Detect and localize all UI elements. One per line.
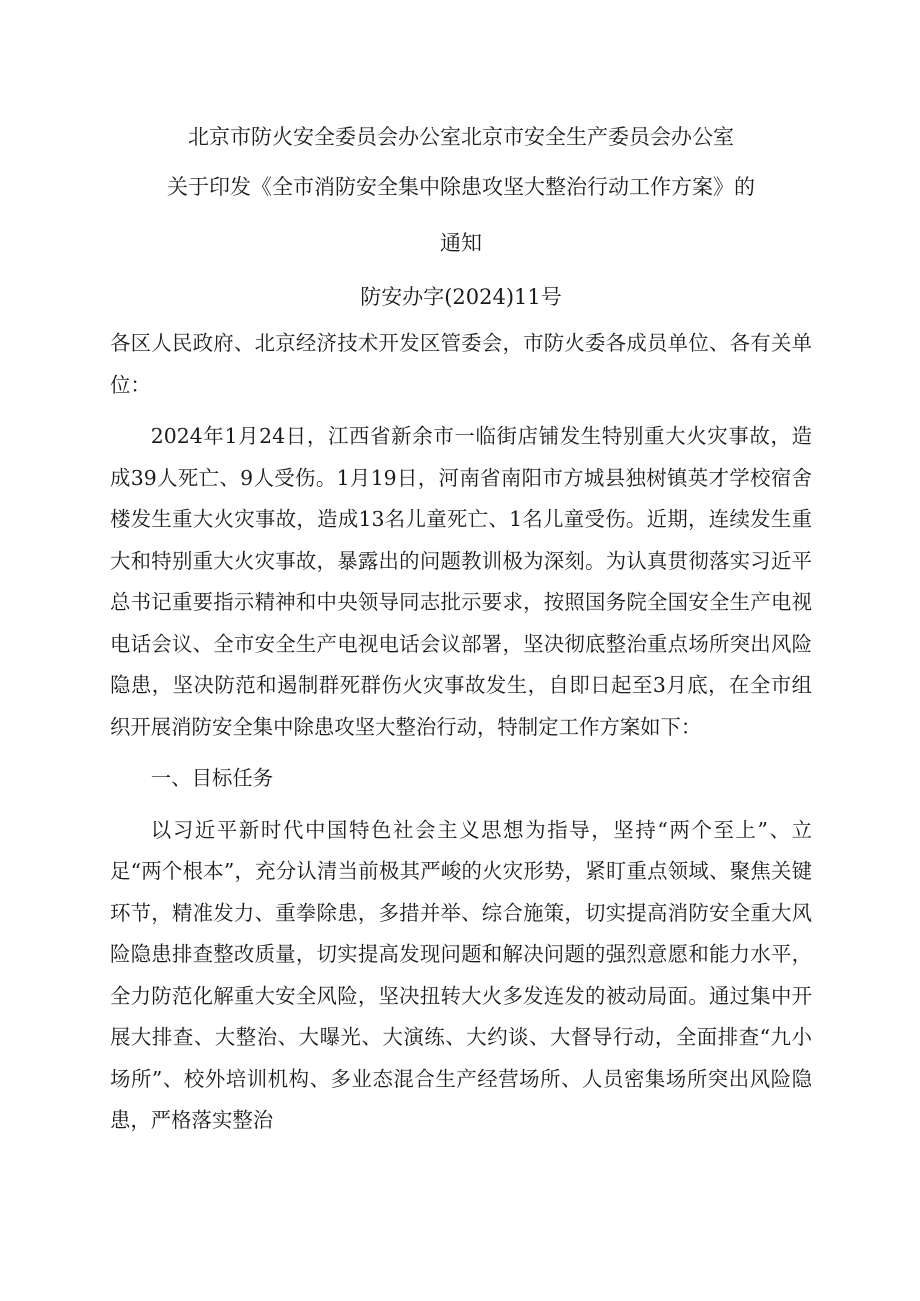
document-number: 防安办字(2024)11号	[360, 285, 562, 309]
title-line-3: 通知	[440, 231, 482, 255]
title-line-1: 北京市防火安全委员会办公室北京市安全生产委员会办公室	[188, 125, 734, 149]
title-line-2: 关于印发《全市消防安全集中除患攻坚大整治行动工作方案》的	[167, 175, 755, 199]
document-page	[110, 124, 812, 1142]
addressee: 各区人民政府、北京经济技术开发区管委会，市防火委各成员单位、各有关单位：	[110, 331, 812, 397]
body-paragraph-1: 2024年1月24日，江西省新余市一临街店铺发生特别重大火灾事故，造成39人死亡、9人受伤。1月19日，河南省南阳市方城县独树镇英才学校宿舍楼发生重大火灾事故，造成13名儿童死亡、1名儿童受伤。近期，连续发生重大和特别重大火灾事故，暴露出的问题教训极为深刻。为认真贯彻落实习近平总书记重要指示精神和中央领导同志批示要求，按照国务院全国安全生产电视电话会议、全市安全生产电视电话会议部署，坚决彻底整治重点场所突出风险隐患，坚决防范和遏制群死群伤火灾事故发生，自即日起至3月底，在全市组织开展消防安全集中除患攻坚大整治行动，特制定工作方案如下：	[110, 424, 812, 739]
section-heading-1: 一、目标任务	[150, 766, 274, 790]
body-paragraph-2: 以习近平新时代中国特色社会主义思想为指导，坚持“两个至上”、立足“两个根本”，充分认清当前极其严峻的火灾形势，紧盯重点领域、聚焦关键环节，精准发力、重拳除患，多措并举、综合施策，切实提高消防安全重大风险隐患排查整改质量，切实提高发现问题和解决问题的强烈意愿和能力水平，全力防范化解重大安全风险，坚决扭转大火多发连发的被动局面。通过集中开展大排查、大整治、大曝光、大演练、大约谈、大督导行动，全面排查“九小场所”、校外培训机构、多业态混合生产经营场所、人员密集场所突出风险隐患，严格落实整治	[110, 817, 812, 1132]
